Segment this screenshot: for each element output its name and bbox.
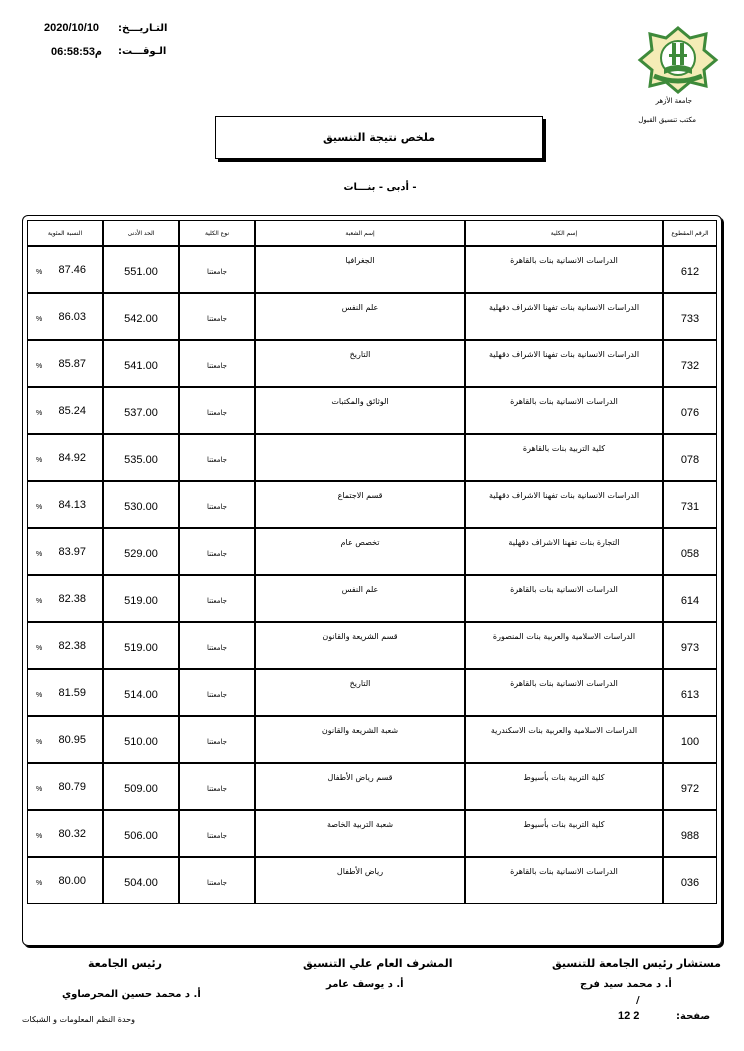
cell-percentage xyxy=(27,622,103,669)
percent-sign: % xyxy=(36,316,43,323)
cell-dept: علم النفس xyxy=(255,293,465,340)
table-row xyxy=(23,528,721,575)
percentage-value: 87.46 xyxy=(58,264,86,276)
cell-dept: قسم الاجتماع xyxy=(255,481,465,528)
cell-college: الدراسات الاسلامية والعربية بنات المنصورة xyxy=(465,622,663,669)
cell-dept: علم النفس xyxy=(255,575,465,622)
cell-code: 613 xyxy=(663,669,717,716)
cell-dept: شعبة التربية الخاصة xyxy=(255,810,465,857)
table-header xyxy=(23,220,721,246)
percentage-value: 86.03 xyxy=(58,311,86,323)
page-number: 12 2 xyxy=(618,1010,640,1022)
cell-min-score: 535.00 xyxy=(103,434,179,481)
table-row xyxy=(23,246,721,293)
percentage-value: 85.24 xyxy=(58,405,86,417)
cell-min-score: 541.00 xyxy=(103,340,179,387)
cell-dept: رياض الأطفال xyxy=(255,857,465,904)
cell-min-score: 542.00 xyxy=(103,293,179,340)
cell-dept: شعبة الشريعة والقانون xyxy=(255,716,465,763)
president-name: أ. د محمد حسين المحرصاوي xyxy=(62,989,201,1000)
cell-dept: قسم الشريعة والقانون xyxy=(255,622,465,669)
supervisor-title: المشرف العام علي التنسيق xyxy=(303,957,453,970)
cell-min-score: 551.00 xyxy=(103,246,179,293)
cell-college-type: جامعتنا xyxy=(179,293,255,340)
table-row xyxy=(23,669,721,716)
supervisor-name: أ. د يوسف عامر xyxy=(326,979,404,990)
page-slash: / xyxy=(636,995,640,1006)
cell-dept: تخصص عام xyxy=(255,528,465,575)
cell-percentage xyxy=(27,669,103,716)
cell-percentage xyxy=(27,857,103,904)
advisor-title: مستشار رئيس الجامعة للتنسيق xyxy=(552,957,721,970)
cell-dept: التاريخ xyxy=(255,340,465,387)
azhar-logo-icon xyxy=(636,24,720,94)
cell-college-type: جامعتنا xyxy=(179,857,255,904)
percent-sign: % xyxy=(36,504,43,511)
percent-sign: % xyxy=(36,598,43,605)
cell-percentage xyxy=(27,763,103,810)
page-label: صفحة: xyxy=(676,1011,711,1022)
cell-percentage xyxy=(27,434,103,481)
cell-college-type: جامعتنا xyxy=(179,340,255,387)
percent-sign: % xyxy=(36,786,43,793)
cell-min-score: 514.00 xyxy=(103,669,179,716)
table-row xyxy=(23,387,721,434)
cell-college-type: جامعتنا xyxy=(179,622,255,669)
percentage-value: 84.13 xyxy=(58,499,86,511)
cell-dept: الوثائق والمكتبات xyxy=(255,387,465,434)
col-code-header: الرقم المقطوع xyxy=(663,220,717,246)
cell-college-type: جامعتنا xyxy=(179,810,255,857)
percentage-value: 84.92 xyxy=(58,452,86,464)
percentage-value: 80.32 xyxy=(58,828,86,840)
advisor-name: أ. د محمد سيد فرج xyxy=(580,979,672,990)
cell-code: 972 xyxy=(663,763,717,810)
office-name: مكتب تنسيق القبول xyxy=(638,116,696,124)
table-row xyxy=(23,293,721,340)
percentage-value: 82.38 xyxy=(58,593,86,605)
table-row xyxy=(23,763,721,810)
time-value: 06:58:53م xyxy=(51,46,102,58)
cell-percentage xyxy=(27,575,103,622)
cell-college-type: جامعتنا xyxy=(179,528,255,575)
percentage-value: 80.00 xyxy=(58,875,86,887)
cell-college: الدراسات الانسانية بنات بالقاهرة xyxy=(465,575,663,622)
cell-college: الدراسات الانسانية بنات بالقاهرة xyxy=(465,669,663,716)
cell-percentage xyxy=(27,810,103,857)
percent-sign: % xyxy=(36,269,43,276)
cell-percentage xyxy=(27,293,103,340)
cell-college-type: جامعتنا xyxy=(179,481,255,528)
cell-min-score: 510.00 xyxy=(103,716,179,763)
cell-college: الدراسات الانسانية بنات تفهنا الاشراف دقهلية xyxy=(465,340,663,387)
cell-dept: قسم رياض الأطفال xyxy=(255,763,465,810)
cell-percentage xyxy=(27,716,103,763)
percentage-value: 83.97 xyxy=(58,546,86,558)
percent-sign: % xyxy=(36,363,43,370)
university-name: جامعة الأزهر xyxy=(655,97,692,105)
percent-sign: % xyxy=(36,833,43,840)
table-row xyxy=(23,434,721,481)
cell-code: 731 xyxy=(663,481,717,528)
cell-percentage xyxy=(27,246,103,293)
cell-code: 733 xyxy=(663,293,717,340)
cell-college-type: جامعتنا xyxy=(179,575,255,622)
percent-sign: % xyxy=(36,410,43,417)
cell-college: كلية التربية بنات بأسيوط xyxy=(465,763,663,810)
cell-percentage xyxy=(27,340,103,387)
table-row xyxy=(23,340,721,387)
col-college-header: إسم الكلية xyxy=(465,220,663,246)
cell-min-score: 519.00 xyxy=(103,575,179,622)
cell-min-score: 504.00 xyxy=(103,857,179,904)
cell-college: التجارة بنات تفهنا الاشراف دقهلية xyxy=(465,528,663,575)
time-label: الـوقـــت: xyxy=(118,46,167,57)
cell-code: 058 xyxy=(663,528,717,575)
cell-dept xyxy=(255,434,465,481)
table-row xyxy=(23,810,721,857)
cell-college: الدراسات الانسانية بنات تفهنا الاشراف دقهلية xyxy=(465,481,663,528)
results-table xyxy=(22,215,722,946)
footer-unit: وحدة النظم المعلومات و الشبكات xyxy=(22,1015,135,1024)
cell-college: الدراسات الاسلامية والعربية بنات الاسكندرية xyxy=(465,716,663,763)
cell-college: كلية التربية بنات بأسيوط xyxy=(465,810,663,857)
cell-code: 612 xyxy=(663,246,717,293)
cell-percentage xyxy=(27,387,103,434)
table-row xyxy=(23,575,721,622)
cell-code: 076 xyxy=(663,387,717,434)
col-dept-header: إسم الشعبة xyxy=(255,220,465,246)
report-subtitle: - أدبى - بنـــات xyxy=(343,182,417,193)
col-type-header: نوع الكلية xyxy=(179,220,255,246)
cell-college: الدراسات الانسانية بنات تفهنا الاشراف دقهلية xyxy=(465,293,663,340)
date-label: التـاريـــخ: xyxy=(118,23,168,34)
cell-college-type: جامعتنا xyxy=(179,387,255,434)
cell-college-type: جامعتنا xyxy=(179,434,255,481)
col-min-header: الحد الأدنى xyxy=(103,220,179,246)
cell-code: 973 xyxy=(663,622,717,669)
cell-dept: التاريخ xyxy=(255,669,465,716)
cell-percentage xyxy=(27,481,103,528)
table-row xyxy=(23,857,721,904)
date-value: 2020/10/10 xyxy=(44,22,100,34)
percent-sign: % xyxy=(36,739,43,746)
report-title-box xyxy=(215,116,543,159)
table-row xyxy=(23,622,721,669)
col-pct-header: النسبة المئوية xyxy=(27,220,103,246)
table-row xyxy=(23,481,721,528)
president-title: رئيس الجامعة xyxy=(88,957,162,970)
cell-college-type: جامعتنا xyxy=(179,669,255,716)
cell-code: 036 xyxy=(663,857,717,904)
cell-min-score: 506.00 xyxy=(103,810,179,857)
percentage-value: 81.59 xyxy=(58,687,86,699)
cell-code: 100 xyxy=(663,716,717,763)
cell-min-score: 537.00 xyxy=(103,387,179,434)
percentage-value: 80.79 xyxy=(58,781,86,793)
percentage-value: 80.95 xyxy=(58,734,86,746)
cell-code: 614 xyxy=(663,575,717,622)
percent-sign: % xyxy=(36,457,43,464)
percentage-value: 82.38 xyxy=(58,640,86,652)
percent-sign: % xyxy=(36,880,43,887)
cell-college: كلية التربية بنات بالقاهرة xyxy=(465,434,663,481)
cell-dept: الجغرافيا xyxy=(255,246,465,293)
cell-college: الدراسات الانسانية بنات بالقاهرة xyxy=(465,387,663,434)
cell-min-score: 529.00 xyxy=(103,528,179,575)
cell-code: 732 xyxy=(663,340,717,387)
cell-min-score: 509.00 xyxy=(103,763,179,810)
cell-min-score: 530.00 xyxy=(103,481,179,528)
percent-sign: % xyxy=(36,645,43,652)
cell-college: الدراسات الانسانية بنات بالقاهرة xyxy=(465,246,663,293)
cell-code: 988 xyxy=(663,810,717,857)
cell-college: الدراسات الانسانية بنات بالقاهرة xyxy=(465,857,663,904)
cell-percentage xyxy=(27,528,103,575)
cell-college-type: جامعتنا xyxy=(179,716,255,763)
cell-college-type: جامعتنا xyxy=(179,246,255,293)
percentage-value: 85.87 xyxy=(58,358,86,370)
percent-sign: % xyxy=(36,692,43,699)
cell-min-score: 519.00 xyxy=(103,622,179,669)
cell-college-type: جامعتنا xyxy=(179,763,255,810)
report-title: ملخص نتيجة التنسيق xyxy=(322,131,436,144)
cell-code: 078 xyxy=(663,434,717,481)
percent-sign: % xyxy=(36,551,43,558)
table-row xyxy=(23,716,721,763)
